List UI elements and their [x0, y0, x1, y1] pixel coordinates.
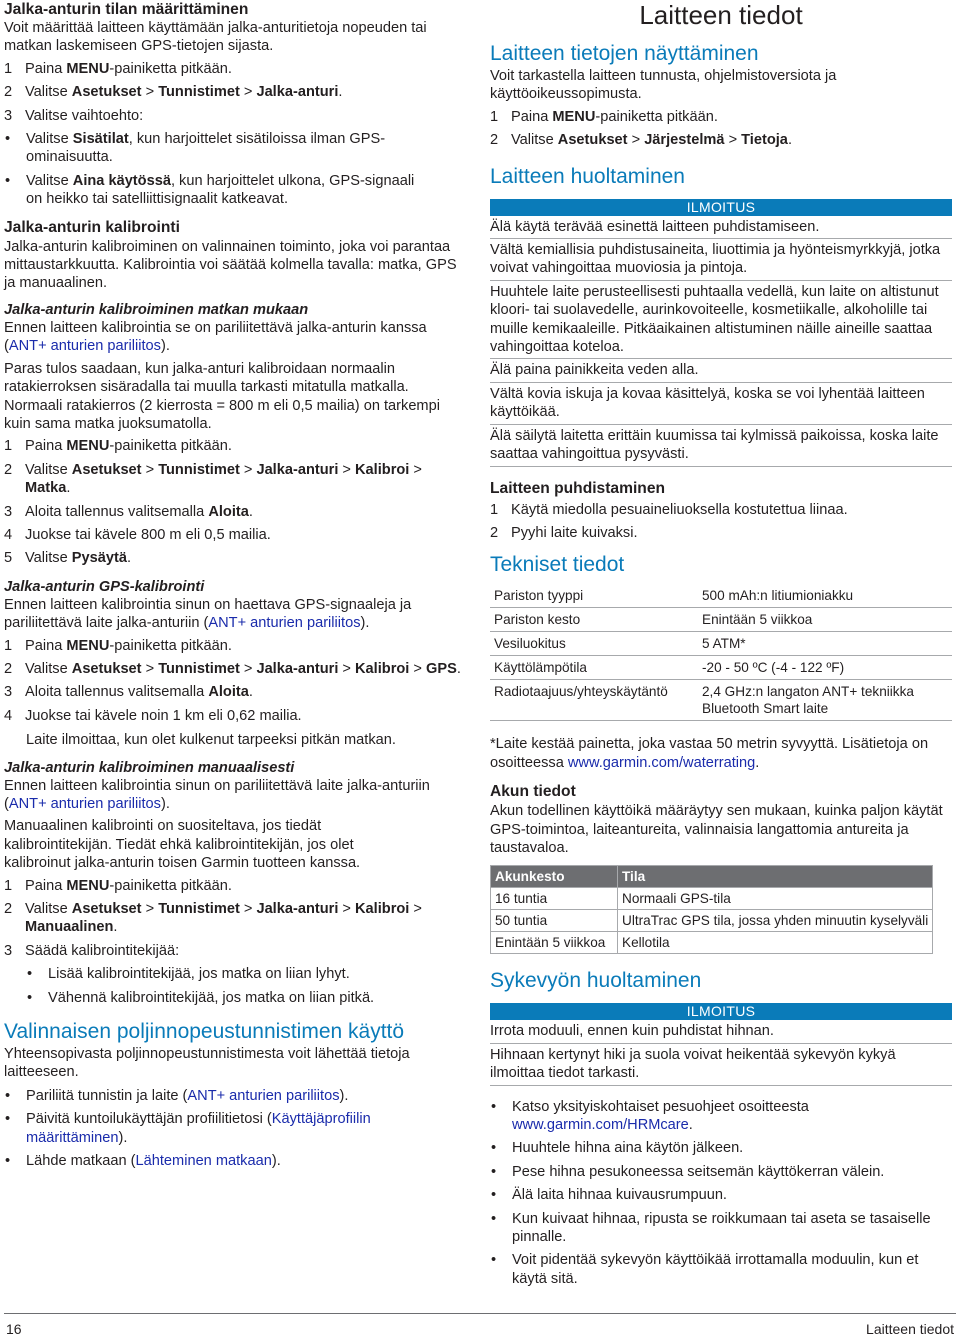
table-row: Käyttölämpötila -20 - 50 ºC (-4 - 122 ºF) — [490, 656, 952, 680]
footnote: *Laite kestää painetta, joka vastaa 50 metrin syvyyttä. Lisätietoja on osoitteessa www.garmin.com/waterrating. — [490, 736, 929, 771]
step: 1 Paina MENU-painiketta pitkään. — [4, 438, 232, 455]
page-number: 16 — [6, 1321, 22, 1337]
link-hrmcare[interactable]: www.garmin.com/HRMcare — [512, 1116, 689, 1133]
paragraph: Ennen laitteen kalibrointia sinun on haettava GPS-signaaleja ja pariliitettävä laite jalka-anturiin (ANT+ anturien pariliitos). — [4, 596, 412, 632]
link-going-for-ride[interactable]: Lähteminen matkaan — [135, 1153, 272, 1170]
step: 1 Paina MENU-painiketta pitkään. — [4, 60, 232, 77]
link-ant-pairing[interactable]: ANT+ anturien pariliitos — [208, 615, 361, 632]
section-title-cadence-sensor: Valinnaisen poljinnopeustunnistimen käyttö — [4, 1020, 405, 1044]
step: 4 Juokse tai kävele 800 m eli 0,5 mailia. — [4, 526, 271, 543]
list-item: • Valitse Aina käytössä, kun harjoittelet ulkona, GPS-signaali on heikko tai satelliittisignaalit katkeavat. — [5, 172, 415, 208]
notice-item: Älä käytä terävää esinettä laitteen puhdistamiseen. — [490, 218, 952, 239]
step: 2 Valitse Asetukset > Tunnistimet > Jalka-anturi > Kalibroi > GPS. — [4, 660, 461, 677]
step: 1 Käytä miedolla pesuaineliuoksella kostutettua liinaa. — [490, 501, 848, 518]
step: 1 Paina MENU-painiketta pitkään. — [4, 877, 232, 894]
list-item: • Pariliitä tunnistin ja laite (ANT+ anturien pariliitos). — [5, 1087, 349, 1104]
step: 3 Aloita tallennus valitsemalla Aloita. — [4, 684, 253, 701]
list-item: • Valitse Sisätilat, kun harjoittelet sisätiloissa ilman GPS-ominaisuutta. — [5, 131, 386, 166]
left-column — [4, 0, 462, 1171]
link-user-profile[interactable]: Käyttäjäprofiilin määrittäminen — [26, 1111, 371, 1146]
step-note: Laite ilmoittaa, kun olet kulkenut tarpeeksi pitkän matkan. — [26, 732, 396, 749]
list-item: • Katso yksityiskohtaiset pesuohjeet osoitteesta www.garmin.com/HRMcare. — [491, 1098, 809, 1133]
battery-table — [490, 865, 933, 954]
section-title-battery: Akun tiedot — [490, 783, 576, 801]
section-title-specifications: Tekniset tiedot — [490, 553, 625, 577]
section-title-gps-calibration: Jalka-anturin GPS-kalibrointi — [4, 578, 205, 595]
section-title-device-info: Laitteen tietojen näyttäminen — [490, 42, 759, 65]
notice-banner: ILMOITUS — [490, 199, 952, 216]
notice-item: Vältä kemiallisia puhdistusaineita, liuottimia ja hyönteismyrkkyjä, jotka voivat vahingoittaa muoviosia ja pintoja. — [490, 241, 952, 281]
list-item: • Kun kuivaat hihnaa, ripusta se roikkumaan tai aseta se tasaiselle pinnalle. — [491, 1210, 931, 1245]
step: 2 Valitse Asetukset > Järjestelmä > Tietoja. — [490, 132, 792, 149]
specifications-table — [490, 584, 952, 721]
list-item: • Vähennä kalibrointitekijää, jos matka on liian pitkä. — [27, 989, 375, 1006]
table-row: Vesiluokitus 5 ATM* — [490, 632, 952, 656]
section-title-footpod-mode: Jalka-anturin tilan määrittäminen — [4, 1, 249, 18]
notice-item: Vältä kovia iskuja ja kovaa käsittelyä, koska se voi lyhentää laitteen käyttöikää. — [490, 385, 952, 425]
link-ant-pairing[interactable]: ANT+ anturien pariliitos — [8, 338, 161, 355]
table-row: Pariston tyyppi 500 mAh:n litiumioniakku — [490, 584, 952, 608]
link-waterrating[interactable]: www.garmin.com/waterrating — [567, 754, 756, 771]
paragraph: Voit määrittää laitteen käyttämään jalka-anturitietoja nopeuden tai matkan laskemiseen GPS-tietojen sijasta. — [4, 20, 427, 55]
section-title-distance-calibration: Jalka-anturin kalibroiminen matkan mukaan — [4, 301, 309, 318]
step: 3 Valitse vaihtoehto: — [4, 107, 144, 124]
list-item: • Lisää kalibrointitekijää, jos matka on liian lyhyt. — [27, 966, 350, 983]
notice-item: Huuhtele laite perusteellisesti puhtaalla vedellä, kun laite on altistunut kloori- tai suolavedelle, aurinkovoiteelle, kosmetiikalle, alkoholille tai muille kemikaaleille. Pitkäaikainen altistuminen näille aineille saattaa vahingoittaa koteloa. — [490, 283, 952, 360]
footer-section-title: Laitteen tiedot — [866, 1321, 954, 1337]
table-row: 16 tuntia Normaali GPS-tila — [491, 888, 933, 910]
paragraph: Paras tulos saadaan, kun jalka-anturi kalibroidaan normaalin ratakierroksen sisäradalla tai muulla tarkasti mitatulla matkalla. Normaali ratakierros (2 kierrosta = 800 m eli 0,5 mailia) on tarkempi kuin sama matka juoksumatolla. — [4, 360, 440, 432]
list-item: • Pese hihna pesukoneessa seitsemän käyttökerran välein. — [491, 1163, 885, 1180]
step: 2 Pyyhi laite kuivaksi. — [490, 524, 638, 541]
paragraph: Manuaalinen kalibrointi on suositeltava, jos tiedät kalibrointitekijän. Tiedät ehkä kalibrointitekijän, jos olet kalibroinut jalka-anturin toisen Garmin tuotteen kanssa. — [4, 818, 361, 872]
paragraph: Jalka-anturin kalibroiminen on valinnainen toiminto, joka voi parantaa mittaustarkkuutta. Kalibrointia voi säätää kolmella tavalla: matka, GPS ja manuaalinen. — [4, 238, 457, 292]
step: 2 Valitse Asetukset > Tunnistimet > Jalka-anturi. — [4, 84, 343, 101]
list-item: • Lähde matkaan (Lähteminen matkaan). — [5, 1153, 281, 1170]
paragraph: Akun todellinen käyttöikä määräytyy sen mukaan, kuinka paljon käytät GPS-toimintoa, laiteantureita, valinnaisia langattomia antureita ja taustavaloa. — [490, 803, 943, 856]
paragraph: Ennen laitteen kalibrointia sinun on pariliitettävä laite jalka-anturiin (ANT+ anturien pariliitos). — [4, 777, 430, 812]
table-row: Radiotaajuus/yhteyskäytäntö 2,4 GHz:n langaton ANT+ tekniikka Bluetooth Smart laite — [490, 680, 952, 721]
section-title-cleaning: Laitteen puhdistaminen — [490, 479, 666, 497]
step: 3 Säädä kalibrointitekijää: — [4, 942, 180, 959]
list-item: • Huuhtele hihna aina käytön jälkeen. — [491, 1140, 744, 1157]
step: 1 Paina MENU-painiketta pitkään. — [4, 637, 232, 654]
step: 1 Paina MENU-painiketta pitkään. — [490, 108, 718, 125]
step: 3 Aloita tallennus valitsemalla Aloita. — [4, 503, 253, 520]
section-title-manual-calibration: Jalka-anturin kalibroiminen manuaalisesti — [4, 759, 295, 776]
link-ant-pairing[interactable]: ANT+ anturien pariliitos — [187, 1087, 340, 1104]
list-item: • Päivitä kuntoilukäyttäjän profiilitietosi (Käyttäjäprofiilin määrittäminen). — [5, 1111, 371, 1146]
notice-item: Älä säilytä laitetta erittäin kuumissa tai kylmissä paikoissa, koska laite saattaa vahingoittua pysyvästi. — [490, 427, 952, 467]
table-header: Akunkesto Tila — [491, 866, 933, 888]
notice-banner: ILMOITUS — [490, 1003, 952, 1020]
paragraph: Yhteensopivasta poljinnopeustunnistimesta voit lähettää tietoja laitteeseen. — [4, 1046, 410, 1081]
step: 5 Valitse Pysäytä. — [4, 550, 132, 567]
footer-divider — [4, 1313, 956, 1314]
step: 4 Juokse tai kävele noin 1 km eli 0,62 mailia. — [4, 707, 302, 724]
notice-item: Älä paina painikkeita veden alla. — [490, 361, 952, 382]
paragraph: Ennen laitteen kalibrointia se on pariliitettävä jalka-anturin kanssa (ANT+ anturien pariliitos). — [4, 319, 427, 355]
section-title-device-care: Laitteen huoltaminen — [490, 164, 685, 188]
table-row: Pariston kesto Enintään 5 viikkoa — [490, 608, 952, 632]
step: 2 Valitse Asetukset > Tunnistimet > Jalka-anturi > Kalibroi > Manuaalinen. — [4, 901, 422, 936]
list-item: • Älä laita hihnaa kuivausrumpuun. — [491, 1187, 727, 1204]
section-title-hrm-care: Sykevyön huoltaminen — [490, 969, 702, 993]
notice-item: Irrota moduuli, ennen kuin puhdistat hihnan. — [490, 1022, 952, 1043]
table-row: 50 tuntia UltraTrac GPS tila, jossa yhden minuutin kyselyväli — [491, 910, 933, 932]
right-column — [490, 0, 952, 1288]
paragraph: Voit tarkastella laitteen tunnusta, ohjelmistoversiota ja käyttöoikeussopimusta. — [490, 68, 837, 103]
link-ant-pairing[interactable]: ANT+ anturien pariliitos — [8, 796, 161, 812]
section-title-calibration: Jalka-anturin kalibrointi — [4, 218, 180, 236]
notice-item: Hihnaan kertynyt hiki ja suola voivat heikentää sykevyön kykyä ilmoittaa tiedot tarkasti. — [490, 1046, 952, 1086]
table-row: Enintään 5 viikkoa Kellotila — [491, 932, 933, 954]
list-item: • Voit pidentää sykevyön käyttöikää irrottamalla moduulin, kun et käytä sitä. — [491, 1252, 919, 1287]
page-title: Laitteen tiedot — [639, 0, 803, 30]
step: 2 Valitse Asetukset > Tunnistimet > Jalka-anturi > Kalibroi > Matka. — [4, 461, 422, 497]
